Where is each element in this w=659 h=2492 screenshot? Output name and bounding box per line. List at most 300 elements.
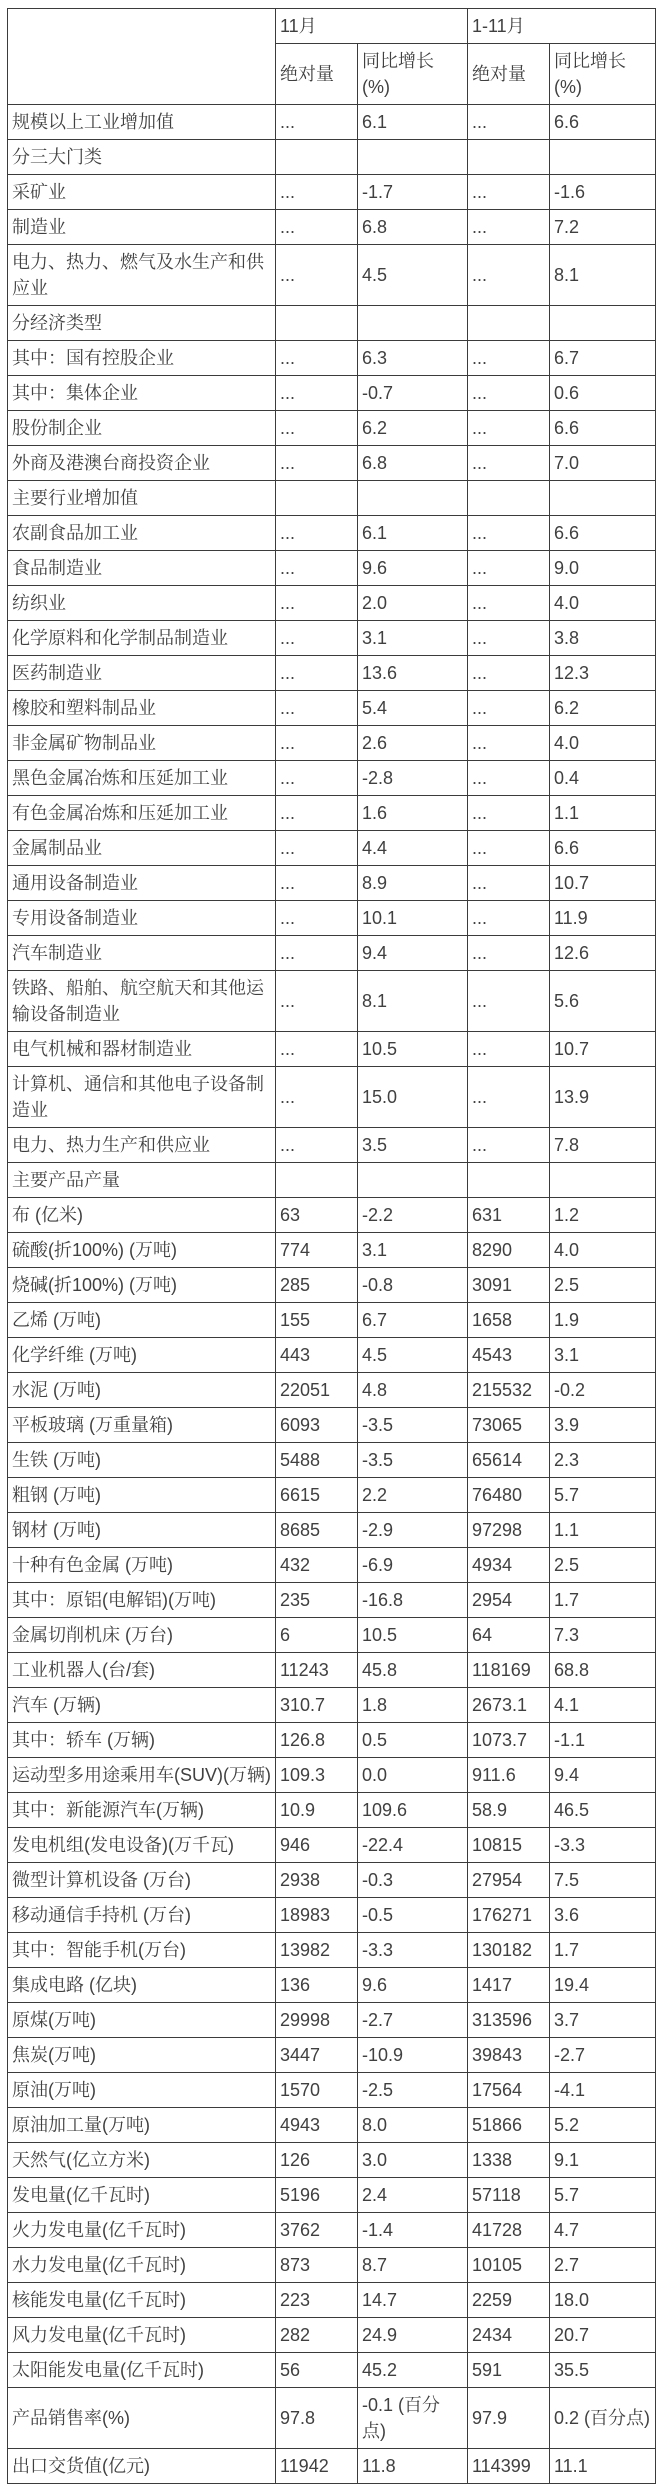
row-label: 其中：原铝(电解铝)(万吨): [8, 1583, 276, 1618]
cell-jan-nov-growth: 19.4: [550, 1968, 656, 2003]
table-row: [8, 1443, 656, 1478]
cell-jan-nov-absolute: ...: [468, 175, 550, 210]
cell-nov-growth: 45.2: [358, 2353, 468, 2388]
row-label: 外商及港澳台商投资企业: [8, 446, 276, 481]
cell-nov-absolute: ...: [276, 936, 358, 971]
cell-jan-nov-growth: 13.9: [550, 1067, 656, 1128]
row-label: 汽车制造业: [8, 936, 276, 971]
row-label: 化学原料和化学制品制造业: [8, 621, 276, 656]
cell-nov-growth: 9.6: [358, 551, 468, 586]
cell-jan-nov-growth: 1.1: [550, 796, 656, 831]
cell-jan-nov-absolute: ...: [468, 656, 550, 691]
cell-jan-nov-growth: 1.2: [550, 1198, 656, 1233]
table-row: [8, 1898, 656, 1933]
row-label: 运动型多用途乘用车(SUV)(万辆): [8, 1758, 276, 1793]
row-label: 生铁 (万吨): [8, 1443, 276, 1478]
cell-jan-nov-growth: 3.1: [550, 1338, 656, 1373]
cell-nov-growth: -22.4: [358, 1828, 468, 1863]
row-label: 发电机组(发电设备)(万千瓦): [8, 1828, 276, 1863]
cell-nov-growth: [358, 306, 468, 341]
cell-jan-nov-absolute: 313596: [468, 2003, 550, 2038]
cell-jan-nov-growth: 2.3: [550, 1443, 656, 1478]
cell-jan-nov-growth: 5.7: [550, 1478, 656, 1513]
cell-jan-nov-growth: 0.2 (百分点): [550, 2388, 656, 2449]
row-label: 金属制品业: [8, 831, 276, 866]
cell-jan-nov-growth: 6.6: [550, 516, 656, 551]
table-row: [8, 2449, 656, 2484]
cell-jan-nov-absolute: [468, 1163, 550, 1198]
table-row: [8, 2143, 656, 2178]
cell-jan-nov-absolute: 215532: [468, 1373, 550, 1408]
cell-jan-nov-absolute: 10815: [468, 1828, 550, 1863]
row-label: 制造业: [8, 210, 276, 245]
cell-jan-nov-absolute: 2259: [468, 2283, 550, 2318]
cell-jan-nov-absolute: ...: [468, 1128, 550, 1163]
cell-jan-nov-absolute: ...: [468, 341, 550, 376]
cell-jan-nov-absolute: 911.6: [468, 1758, 550, 1793]
table-row: [8, 796, 656, 831]
cell-nov-growth: 2.6: [358, 726, 468, 761]
cell-nov-absolute: 63: [276, 1198, 358, 1233]
cell-nov-growth: 6.8: [358, 446, 468, 481]
table-row: [8, 656, 656, 691]
cell-nov-absolute: ...: [276, 245, 358, 306]
cell-jan-nov-absolute: ...: [468, 901, 550, 936]
cell-nov-growth: 2.2: [358, 1478, 468, 1513]
cell-jan-nov-growth: 1.7: [550, 1583, 656, 1618]
row-label: 电气机械和器材制造业: [8, 1032, 276, 1067]
cell-nov-absolute: 6093: [276, 1408, 358, 1443]
cell-nov-growth: 6.2: [358, 411, 468, 446]
cell-nov-growth: 2.0: [358, 586, 468, 621]
table-row: [8, 2248, 656, 2283]
row-label: 粗钢 (万吨): [8, 1478, 276, 1513]
cell-nov-growth: 4.5: [358, 1338, 468, 1373]
cell-nov-growth: 3.0: [358, 2143, 468, 2178]
cell-nov-absolute: 235: [276, 1583, 358, 1618]
cell-nov-absolute: [276, 140, 358, 175]
cell-jan-nov-absolute: 97298: [468, 1513, 550, 1548]
row-label: 原油(万吨): [8, 2073, 276, 2108]
row-label: 分经济类型: [8, 306, 276, 341]
cell-jan-nov-absolute: ...: [468, 936, 550, 971]
cell-jan-nov-absolute: 27954: [468, 1863, 550, 1898]
cell-jan-nov-growth: 3.9: [550, 1408, 656, 1443]
cell-nov-growth: 10.5: [358, 1618, 468, 1653]
row-label: 水泥 (万吨): [8, 1373, 276, 1408]
table-row: [8, 866, 656, 901]
cell-nov-absolute: [276, 481, 358, 516]
cell-jan-nov-growth: 68.8: [550, 1653, 656, 1688]
table-row: [8, 2178, 656, 2213]
cell-jan-nov-growth: -2.7: [550, 2038, 656, 2073]
sub-header-jan-nov-absolute: 绝对量: [468, 44, 550, 105]
table-row: [8, 1128, 656, 1163]
table-row: [8, 1513, 656, 1548]
cell-nov-absolute: ...: [276, 656, 358, 691]
table-row: [8, 2213, 656, 2248]
cell-jan-nov-absolute: ...: [468, 210, 550, 245]
cell-nov-growth: -0.3: [358, 1863, 468, 1898]
row-label: 电力、热力、燃气及水生产和供应业: [8, 245, 276, 306]
cell-nov-absolute: 13982: [276, 1933, 358, 1968]
cell-jan-nov-growth: 1.7: [550, 1933, 656, 1968]
cell-jan-nov-absolute: 631: [468, 1198, 550, 1233]
cell-jan-nov-growth: 1.9: [550, 1303, 656, 1338]
row-label: 硫酸(折100%) (万吨): [8, 1233, 276, 1268]
row-label: 通用设备制造业: [8, 866, 276, 901]
cell-jan-nov-absolute: ...: [468, 376, 550, 411]
cell-jan-nov-absolute: 17564: [468, 2073, 550, 2108]
cell-jan-nov-growth: 11.9: [550, 901, 656, 936]
cell-jan-nov-growth: 6.6: [550, 411, 656, 446]
row-label: 乙烯 (万吨): [8, 1303, 276, 1338]
cell-nov-growth: 9.6: [358, 1968, 468, 2003]
cell-nov-absolute: ...: [276, 411, 358, 446]
sub-header-jan-nov-growth: 同比增长 (%): [550, 44, 656, 105]
cell-nov-growth: -16.8: [358, 1583, 468, 1618]
row-label: 工业机器人(台/套): [8, 1653, 276, 1688]
row-label: 汽车 (万辆): [8, 1688, 276, 1723]
table-row: [8, 1268, 656, 1303]
cell-jan-nov-absolute: 591: [468, 2353, 550, 2388]
cell-nov-growth: -3.5: [358, 1443, 468, 1478]
table-row: [8, 306, 656, 341]
cell-nov-growth: -3.3: [358, 1933, 468, 1968]
table-row: [8, 1163, 656, 1198]
cell-jan-nov-growth: 7.8: [550, 1128, 656, 1163]
cell-nov-growth: 0.0: [358, 1758, 468, 1793]
cell-nov-absolute: ...: [276, 210, 358, 245]
cell-nov-growth: 14.7: [358, 2283, 468, 2318]
cell-jan-nov-absolute: 76480: [468, 1478, 550, 1513]
cell-nov-absolute: 126.8: [276, 1723, 358, 1758]
cell-nov-growth: -6.9: [358, 1548, 468, 1583]
cell-jan-nov-growth: 6.2: [550, 691, 656, 726]
cell-jan-nov-growth: 5.7: [550, 2178, 656, 2213]
cell-nov-absolute: ...: [276, 621, 358, 656]
table-row: [8, 2073, 656, 2108]
cell-jan-nov-growth: 12.3: [550, 656, 656, 691]
cell-jan-nov-absolute: 65614: [468, 1443, 550, 1478]
cell-jan-nov-growth: 9.1: [550, 2143, 656, 2178]
table-row: [8, 1618, 656, 1653]
cell-nov-absolute: 8685: [276, 1513, 358, 1548]
cell-jan-nov-absolute: ...: [468, 691, 550, 726]
cell-nov-growth: -0.8: [358, 1268, 468, 1303]
table-row: [8, 1548, 656, 1583]
cell-nov-growth: 8.7: [358, 2248, 468, 2283]
cell-jan-nov-absolute: ...: [468, 586, 550, 621]
table-row: [8, 691, 656, 726]
row-label: 火力发电量(亿千瓦时): [8, 2213, 276, 2248]
cell-jan-nov-absolute: 114399: [468, 2449, 550, 2484]
period-header-jan-nov: 1-11月: [468, 9, 656, 44]
cell-jan-nov-growth: -0.2: [550, 1373, 656, 1408]
industrial-statistics-table: [7, 8, 656, 2484]
cell-nov-absolute: 97.8: [276, 2388, 358, 2449]
cell-nov-absolute: ...: [276, 761, 358, 796]
table-row: [8, 1793, 656, 1828]
cell-jan-nov-absolute: 2954: [468, 1583, 550, 1618]
cell-nov-absolute: 126: [276, 2143, 358, 2178]
cell-jan-nov-growth: 7.2: [550, 210, 656, 245]
cell-jan-nov-growth: 0.4: [550, 761, 656, 796]
cell-jan-nov-growth: 46.5: [550, 1793, 656, 1828]
row-label: 钢材 (万吨): [8, 1513, 276, 1548]
row-label: 其中：新能源汽车(万辆): [8, 1793, 276, 1828]
cell-nov-growth: 4.4: [358, 831, 468, 866]
cell-nov-growth: [358, 1163, 468, 1198]
cell-nov-absolute: ...: [276, 971, 358, 1032]
table-row: [8, 1233, 656, 1268]
corner-cell: [8, 9, 276, 105]
cell-nov-growth: -3.5: [358, 1408, 468, 1443]
cell-nov-growth: 9.4: [358, 936, 468, 971]
table-row: [8, 140, 656, 175]
cell-nov-absolute: ...: [276, 551, 358, 586]
cell-jan-nov-absolute: 3091: [468, 1268, 550, 1303]
cell-nov-growth: 3.1: [358, 1233, 468, 1268]
cell-jan-nov-absolute: 1338: [468, 2143, 550, 2178]
table-row: [8, 2108, 656, 2143]
cell-jan-nov-growth: 5.2: [550, 2108, 656, 2143]
cell-nov-absolute: 3447: [276, 2038, 358, 2073]
table-row: [8, 586, 656, 621]
cell-nov-growth: -2.9: [358, 1513, 468, 1548]
cell-jan-nov-absolute: [468, 306, 550, 341]
cell-jan-nov-growth: 5.6: [550, 971, 656, 1032]
cell-jan-nov-growth: 4.0: [550, 1233, 656, 1268]
cell-nov-absolute: ...: [276, 796, 358, 831]
row-label: 太阳能发电量(亿千瓦时): [8, 2353, 276, 2388]
cell-nov-absolute: ...: [276, 376, 358, 411]
period-header-november: 11月: [276, 9, 468, 44]
row-label: 水力发电量(亿千瓦时): [8, 2248, 276, 2283]
table-row: [8, 1067, 656, 1128]
table-row: [8, 1198, 656, 1233]
cell-nov-absolute: 18983: [276, 1898, 358, 1933]
table-row: [8, 2353, 656, 2388]
cell-nov-growth: 3.1: [358, 621, 468, 656]
cell-jan-nov-absolute: ...: [468, 411, 550, 446]
cell-nov-absolute: ...: [276, 901, 358, 936]
table-row: [8, 1723, 656, 1758]
cell-nov-absolute: 6: [276, 1618, 358, 1653]
table-row: [8, 1408, 656, 1443]
cell-nov-growth: 15.0: [358, 1067, 468, 1128]
cell-jan-nov-growth: 4.1: [550, 1688, 656, 1723]
cell-nov-absolute: 56: [276, 2353, 358, 2388]
cell-nov-growth: 4.8: [358, 1373, 468, 1408]
row-label: 化学纤维 (万吨): [8, 1338, 276, 1373]
row-label: 主要行业增加值: [8, 481, 276, 516]
cell-nov-growth: [358, 481, 468, 516]
cell-jan-nov-growth: 4.7: [550, 2213, 656, 2248]
cell-nov-absolute: 5488: [276, 1443, 358, 1478]
cell-nov-absolute: ...: [276, 831, 358, 866]
table-row: [8, 1653, 656, 1688]
cell-nov-growth: 8.0: [358, 2108, 468, 2143]
cell-jan-nov-growth: 8.1: [550, 245, 656, 306]
cell-nov-absolute: 136: [276, 1968, 358, 2003]
cell-jan-nov-absolute: 41728: [468, 2213, 550, 2248]
cell-jan-nov-absolute: 130182: [468, 1933, 550, 1968]
table-header: [8, 9, 656, 105]
row-label: 集成电路 (亿块): [8, 1968, 276, 2003]
cell-jan-nov-growth: 35.5: [550, 2353, 656, 2388]
row-label: 天然气(亿立方米): [8, 2143, 276, 2178]
table-row: [8, 481, 656, 516]
row-label: 计算机、通信和其他电子设备制造业: [8, 1067, 276, 1128]
cell-jan-nov-growth: [550, 140, 656, 175]
cell-jan-nov-growth: 11.1: [550, 2449, 656, 2484]
cell-jan-nov-absolute: ...: [468, 446, 550, 481]
cell-nov-absolute: [276, 306, 358, 341]
cell-nov-growth: -10.9: [358, 2038, 468, 2073]
cell-jan-nov-growth: [550, 1163, 656, 1198]
cell-jan-nov-absolute: [468, 481, 550, 516]
cell-nov-absolute: 774: [276, 1233, 358, 1268]
cell-nov-growth: 8.1: [358, 971, 468, 1032]
cell-nov-absolute: ...: [276, 1032, 358, 1067]
cell-jan-nov-absolute: 4543: [468, 1338, 550, 1373]
cell-nov-growth: 13.6: [358, 656, 468, 691]
row-label: 其中：轿车 (万辆): [8, 1723, 276, 1758]
table-body: [8, 105, 656, 2484]
row-label: 金属切削机床 (万台): [8, 1618, 276, 1653]
row-label: 股份制企业: [8, 411, 276, 446]
cell-nov-absolute: ...: [276, 1128, 358, 1163]
cell-nov-absolute: ...: [276, 516, 358, 551]
cell-jan-nov-growth: 6.7: [550, 341, 656, 376]
cell-nov-growth: -0.5: [358, 1898, 468, 1933]
cell-jan-nov-absolute: ...: [468, 1067, 550, 1128]
table-row: [8, 245, 656, 306]
row-label: 纺织业: [8, 586, 276, 621]
table-row: [8, 1032, 656, 1067]
cell-nov-absolute: ...: [276, 446, 358, 481]
table-row: [8, 2318, 656, 2353]
cell-jan-nov-growth: 2.7: [550, 2248, 656, 2283]
row-label: 农副食品加工业: [8, 516, 276, 551]
cell-nov-growth: -0.7: [358, 376, 468, 411]
row-label: 采矿业: [8, 175, 276, 210]
cell-jan-nov-absolute: ...: [468, 245, 550, 306]
cell-jan-nov-growth: 12.6: [550, 936, 656, 971]
table-row: [8, 1373, 656, 1408]
cell-nov-absolute: 873: [276, 2248, 358, 2283]
cell-jan-nov-absolute: 97.9: [468, 2388, 550, 2449]
cell-nov-absolute: 310.7: [276, 1688, 358, 1723]
table-row: [8, 621, 656, 656]
cell-jan-nov-absolute: 39843: [468, 2038, 550, 2073]
table-row: [8, 105, 656, 140]
cell-nov-absolute: 11942: [276, 2449, 358, 2484]
cell-nov-absolute: ...: [276, 175, 358, 210]
cell-nov-absolute: 6615: [276, 1478, 358, 1513]
cell-jan-nov-absolute: ...: [468, 105, 550, 140]
cell-jan-nov-growth: 3.6: [550, 1898, 656, 1933]
cell-jan-nov-absolute: 2434: [468, 2318, 550, 2353]
table-row: [8, 1303, 656, 1338]
table-row: [8, 1478, 656, 1513]
row-label: 分三大门类: [8, 140, 276, 175]
table-row: [8, 2283, 656, 2318]
table-row: [8, 376, 656, 411]
cell-jan-nov-absolute: ...: [468, 761, 550, 796]
cell-nov-absolute: 109.3: [276, 1758, 358, 1793]
cell-nov-absolute: 223: [276, 2283, 358, 2318]
cell-jan-nov-growth: 10.7: [550, 866, 656, 901]
cell-nov-absolute: ...: [276, 726, 358, 761]
cell-jan-nov-absolute: ...: [468, 551, 550, 586]
row-label: 橡胶和塑料制品业: [8, 691, 276, 726]
cell-jan-nov-absolute: ...: [468, 621, 550, 656]
row-label: 布 (亿米): [8, 1198, 276, 1233]
cell-nov-absolute: 2938: [276, 1863, 358, 1898]
cell-jan-nov-growth: -3.3: [550, 1828, 656, 1863]
table-row: [8, 1968, 656, 2003]
cell-nov-growth: -0.1 (百分点): [358, 2388, 468, 2449]
cell-nov-growth: -1.7: [358, 175, 468, 210]
row-label: 平板玻璃 (万重量箱): [8, 1408, 276, 1443]
table-row: [8, 446, 656, 481]
table-row: [8, 1828, 656, 1863]
cell-nov-absolute: 282: [276, 2318, 358, 2353]
table-row: [8, 936, 656, 971]
table-row: [8, 1583, 656, 1618]
table-row: [8, 2038, 656, 2073]
cell-nov-absolute: ...: [276, 691, 358, 726]
cell-nov-growth: -2.7: [358, 2003, 468, 2038]
row-label: 非金属矿物制品业: [8, 726, 276, 761]
cell-nov-absolute: 5196: [276, 2178, 358, 2213]
cell-nov-absolute: 1570: [276, 2073, 358, 2108]
table-row: [8, 1688, 656, 1723]
cell-jan-nov-growth: 1.1: [550, 1513, 656, 1548]
table-row: [8, 210, 656, 245]
cell-nov-absolute: 29998: [276, 2003, 358, 2038]
table-row: [8, 1758, 656, 1793]
cell-nov-growth: 11.8: [358, 2449, 468, 2484]
cell-nov-growth: 5.4: [358, 691, 468, 726]
cell-jan-nov-absolute: 1073.7: [468, 1723, 550, 1758]
cell-nov-growth: 4.5: [358, 245, 468, 306]
cell-nov-growth: 6.3: [358, 341, 468, 376]
cell-jan-nov-growth: 4.0: [550, 586, 656, 621]
table-row: [8, 175, 656, 210]
cell-jan-nov-growth: 9.4: [550, 1758, 656, 1793]
cell-jan-nov-absolute: 1658: [468, 1303, 550, 1338]
cell-jan-nov-absolute: 8290: [468, 1233, 550, 1268]
row-label: 风力发电量(亿千瓦时): [8, 2318, 276, 2353]
row-label: 焦炭(万吨): [8, 2038, 276, 2073]
cell-jan-nov-growth: 7.0: [550, 446, 656, 481]
cell-nov-growth: 6.1: [358, 516, 468, 551]
cell-jan-nov-absolute: 1417: [468, 1968, 550, 2003]
cell-nov-absolute: 443: [276, 1338, 358, 1373]
table-row: [8, 726, 656, 761]
cell-jan-nov-absolute: 57118: [468, 2178, 550, 2213]
cell-nov-absolute: 432: [276, 1548, 358, 1583]
row-label: 核能发电量(亿千瓦时): [8, 2283, 276, 2318]
table-row: [8, 1863, 656, 1898]
cell-nov-growth: -2.8: [358, 761, 468, 796]
table-row: [8, 2388, 656, 2449]
row-label: 专用设备制造业: [8, 901, 276, 936]
cell-jan-nov-absolute: 4934: [468, 1548, 550, 1583]
